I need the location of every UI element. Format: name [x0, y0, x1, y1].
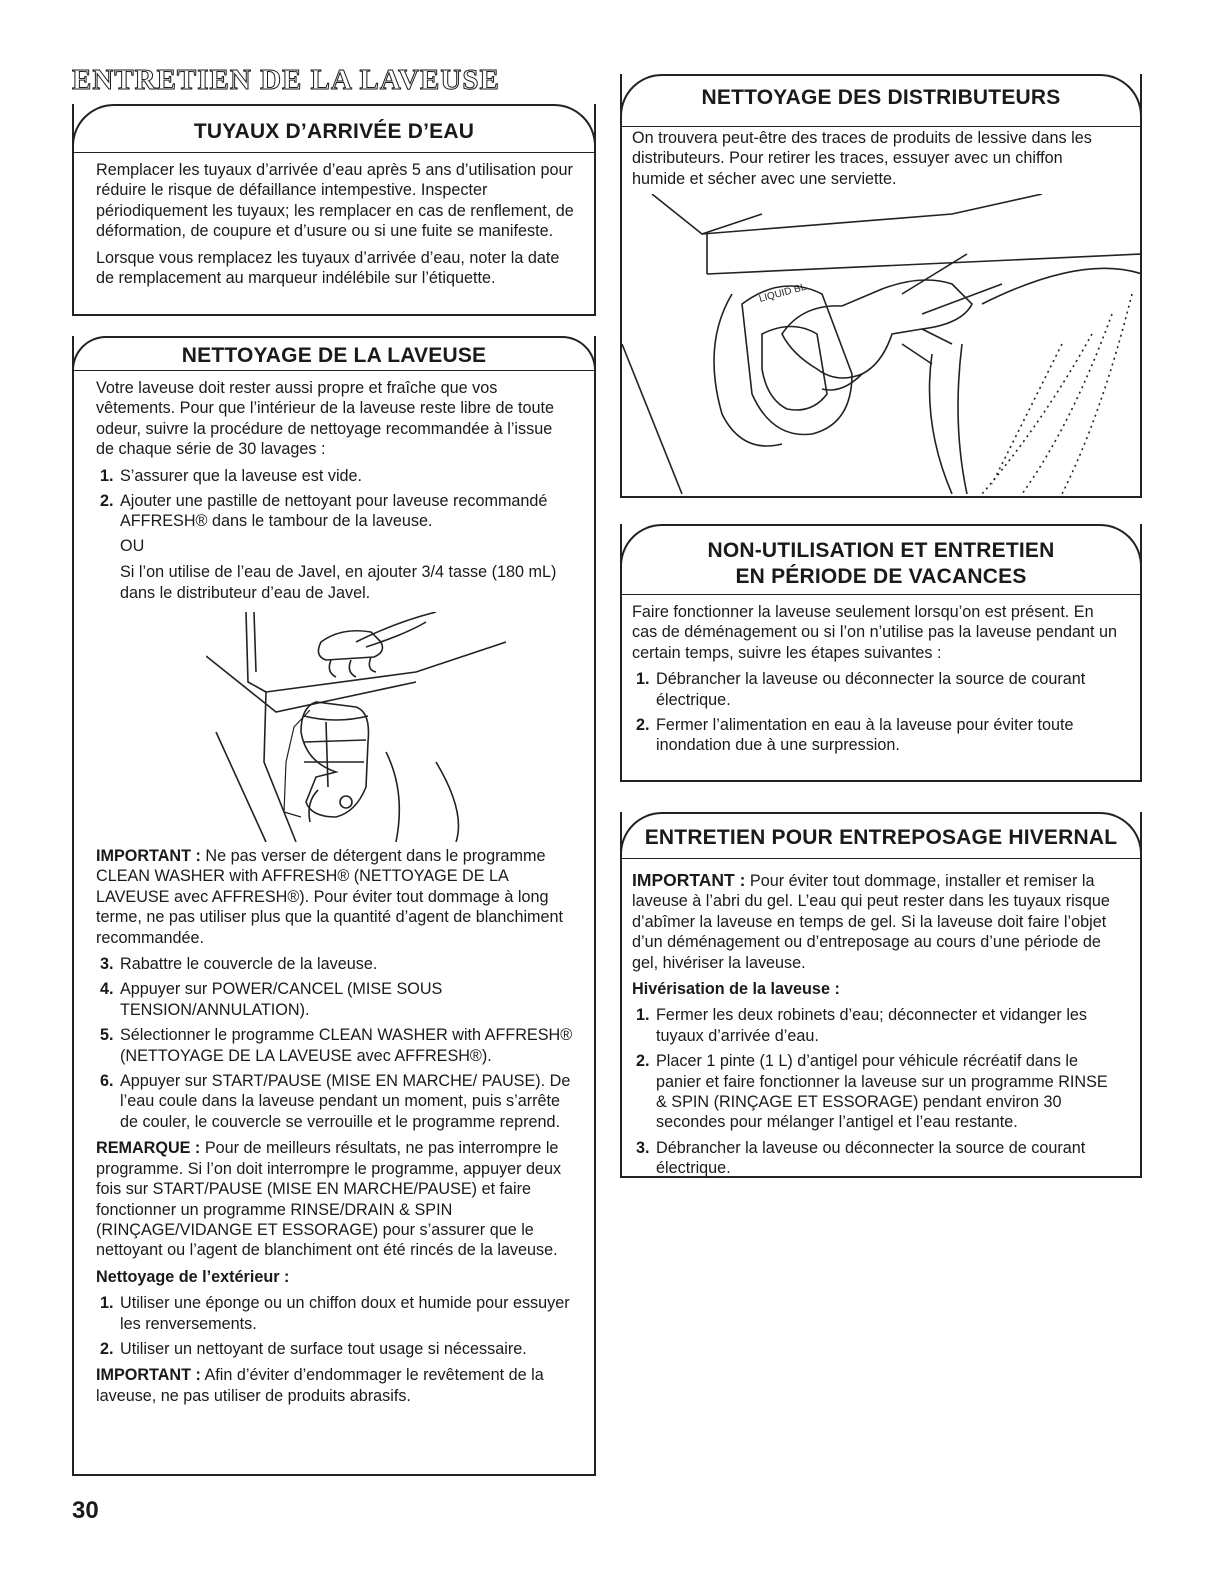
list-item: 3. Débrancher la laveuse ou déconnecter la source de courant électrique. [636, 1138, 1086, 1178]
list-item: 1. Débrancher la laveuse ou déconnecter la source de courant électrique. [636, 670, 1086, 709]
section-washer-cleaning [72, 336, 596, 1476]
section-water-hoses [72, 104, 596, 316]
section-dispenser-cleaning [620, 74, 1142, 498]
paragraph: Remplacer les tuyaux d’arrivée d’eau après 5 ans d’utilisation pour réduire le risque de défaillance intempestive. Inspecter périodiquement les tuyaux; les remplacer en cas de renflement, de déformation, de coupure et d’usure ou si une fuite se manifeste. [96, 161, 574, 241]
dispenser-label: LIQUID BL [757, 281, 808, 305]
list-item: 3. Rabattre le couvercle de la laveuse. [100, 955, 378, 974]
steps-list [96, 466, 574, 532]
section-heading: NETTOYAGE DE LA LAVEUSE [181, 344, 487, 367]
section-heading: ENTRETIEN POUR ENTREPOSAGE HIVERNAL [644, 826, 1118, 849]
winterizing-subheading: Hivérisation de la laveuse : [632, 980, 840, 999]
list-item: 2. Ajouter une pastille de nettoyant pour laveuse recommandé AFFRESH® dans le tambour de la laveuse. [100, 492, 548, 531]
exterior-steps-list [96, 1293, 574, 1359]
wiping-dispenser-illustration [622, 194, 1140, 494]
paragraph: On trouvera peut-être des traces de produits de lessive dans les distributeurs. Pour retirer les traces, essuyer avec un chiffon humide et sécher avec une serviette. [632, 129, 1092, 188]
steps-list [632, 669, 1120, 756]
important-note: IMPORTANT : Pour éviter tout dommage, installer et remiser la laveuse à l’abri du gel. L’eau qui peut rester dans les tuyaux risque d’abîmer la laveuse en temps de gel. Si la laveuse doit faire l’objet d’un déménagement ou d’entreposage au cours d’une période de gel, hivériser la laveuse. [632, 870, 1110, 972]
important-note: IMPORTANT : Ne pas verser de détergent dans le programme CLEAN WASHER with AFFRESH® (NETTOYAGE DE LA LAVEUSE avec AFFRESH®). Pour éviter tout dommage à long terme, ne pas utiliser plus que la quantité d’agent de blanchiment recommandée. [96, 847, 564, 947]
list-item: 2. Fermer l’alimentation en eau à la laveuse pour éviter toute inondation due à une surpression. [636, 716, 1074, 755]
section-heading-line-2: EN PÉRIODE DE VACANCES [735, 565, 1027, 588]
page-number: 30 [72, 1497, 99, 1524]
list-item: 5. Sélectionner le programme CLEAN WASHER with AFFRESH® (NETTOYAGE DE LA LAVEUSE avec AFFRESH®). [100, 1026, 573, 1065]
important-note: IMPORTANT : Afin d’éviter d’endommager le revêtement de la laveuse, ne pas utiliser de produits abrasifs. [96, 1366, 544, 1405]
list-item: 2. Utiliser un nettoyant de surface tout usage si nécessaire. [100, 1339, 527, 1358]
list-item: 6. Appuyer sur START/PAUSE (MISE EN MARCHE/ PAUSE). De l’eau coule dans la laveuse pendant un moment, puis s’arrête de couler, le couvercle se verrouille et le programme reprend. [100, 1072, 571, 1131]
or-label: OU [120, 536, 145, 555]
list-item: 1. S’assurer que la laveuse est vide. [100, 466, 363, 485]
exterior-subheading: Nettoyage de l’extérieur : [96, 1267, 290, 1286]
list-item: 1. Utiliser une éponge ou un chiffon doux et humide pour essuyer les renversements. [100, 1294, 570, 1333]
steps-list [96, 954, 574, 1132]
section-winter-storage [620, 812, 1142, 1178]
list-item: 2. Placer 1 pinte (1 L) d’antigel pour véhicule récréatif dans le panier et faire fonctionner la laveuse sur un programme RINSE & SPIN (RINÇAGE ET ESSORAGE) pendant environ 30 secondes pour mélanger l’antigel et l’eau restante. [636, 1052, 1108, 1132]
paragraph: Faire fonctionner la laveuse seulement lorsqu’on est présent. En cas de déménagement ou si l’on n’utilise pas la laveuse pendant un certain temps, suivre les étapes suivantes : [632, 603, 1118, 662]
section-vacation-care [620, 524, 1142, 782]
list-item: 4. Appuyer sur POWER/CANCEL (MISE SOUS TENSION/ANNULATION). [100, 980, 443, 1019]
list-item: 1. Fermer les deux robinets d’eau; déconnecter et vidanger les tuyaux d’arrivée d’eau. [636, 1006, 1088, 1045]
page-title: ENTRETIEN DE LA LAVEUSE [72, 64, 500, 96]
steps-list [632, 1005, 1120, 1178]
section-heading: TUYAUX D’ARRIVÉE D’EAU [193, 120, 475, 143]
pouring-bleach-illustration [206, 612, 506, 842]
section-heading-line-1: NON-UTILISATION ET ENTRETIEN [707, 539, 1055, 562]
paragraph: Lorsque vous remplacez les tuyaux d’arrivée d’eau, noter la date de remplacement au marqueur indélébile sur l’étiquette. [96, 248, 560, 288]
paragraph: Votre laveuse doit rester aussi propre et fraîche que vos vêtements. Pour que l’intérieur de la laveuse reste libre de toute odeur, suivre la procédure de nettoyage recommandée à l’issue de chaque série de 30 lavages : [96, 379, 555, 459]
paragraph: Si l’on utilise de l’eau de Javel, en ajouter 3/4 tasse (180 mL) dans le distributeur d’eau de Javel. [120, 563, 557, 602]
remark-note: REMARQUE : Pour de meilleurs résultats, ne pas interrompre le programme. Si l’on doit interrompre le programme, appuyer deux fois sur START/PAUSE (MISE EN MARCHE/PAUSE) et faire fonctionner un programme RINSE/DRAIN & SPIN (RINÇAGE/VIDANGE ET ESSORAGE) pour s’assurer que le nettoyant ou l’agent de blanchiment ont été rincés de la laveuse. [96, 1139, 562, 1260]
section-heading: NETTOYAGE DES DISTRIBUTEURS [701, 86, 1061, 109]
